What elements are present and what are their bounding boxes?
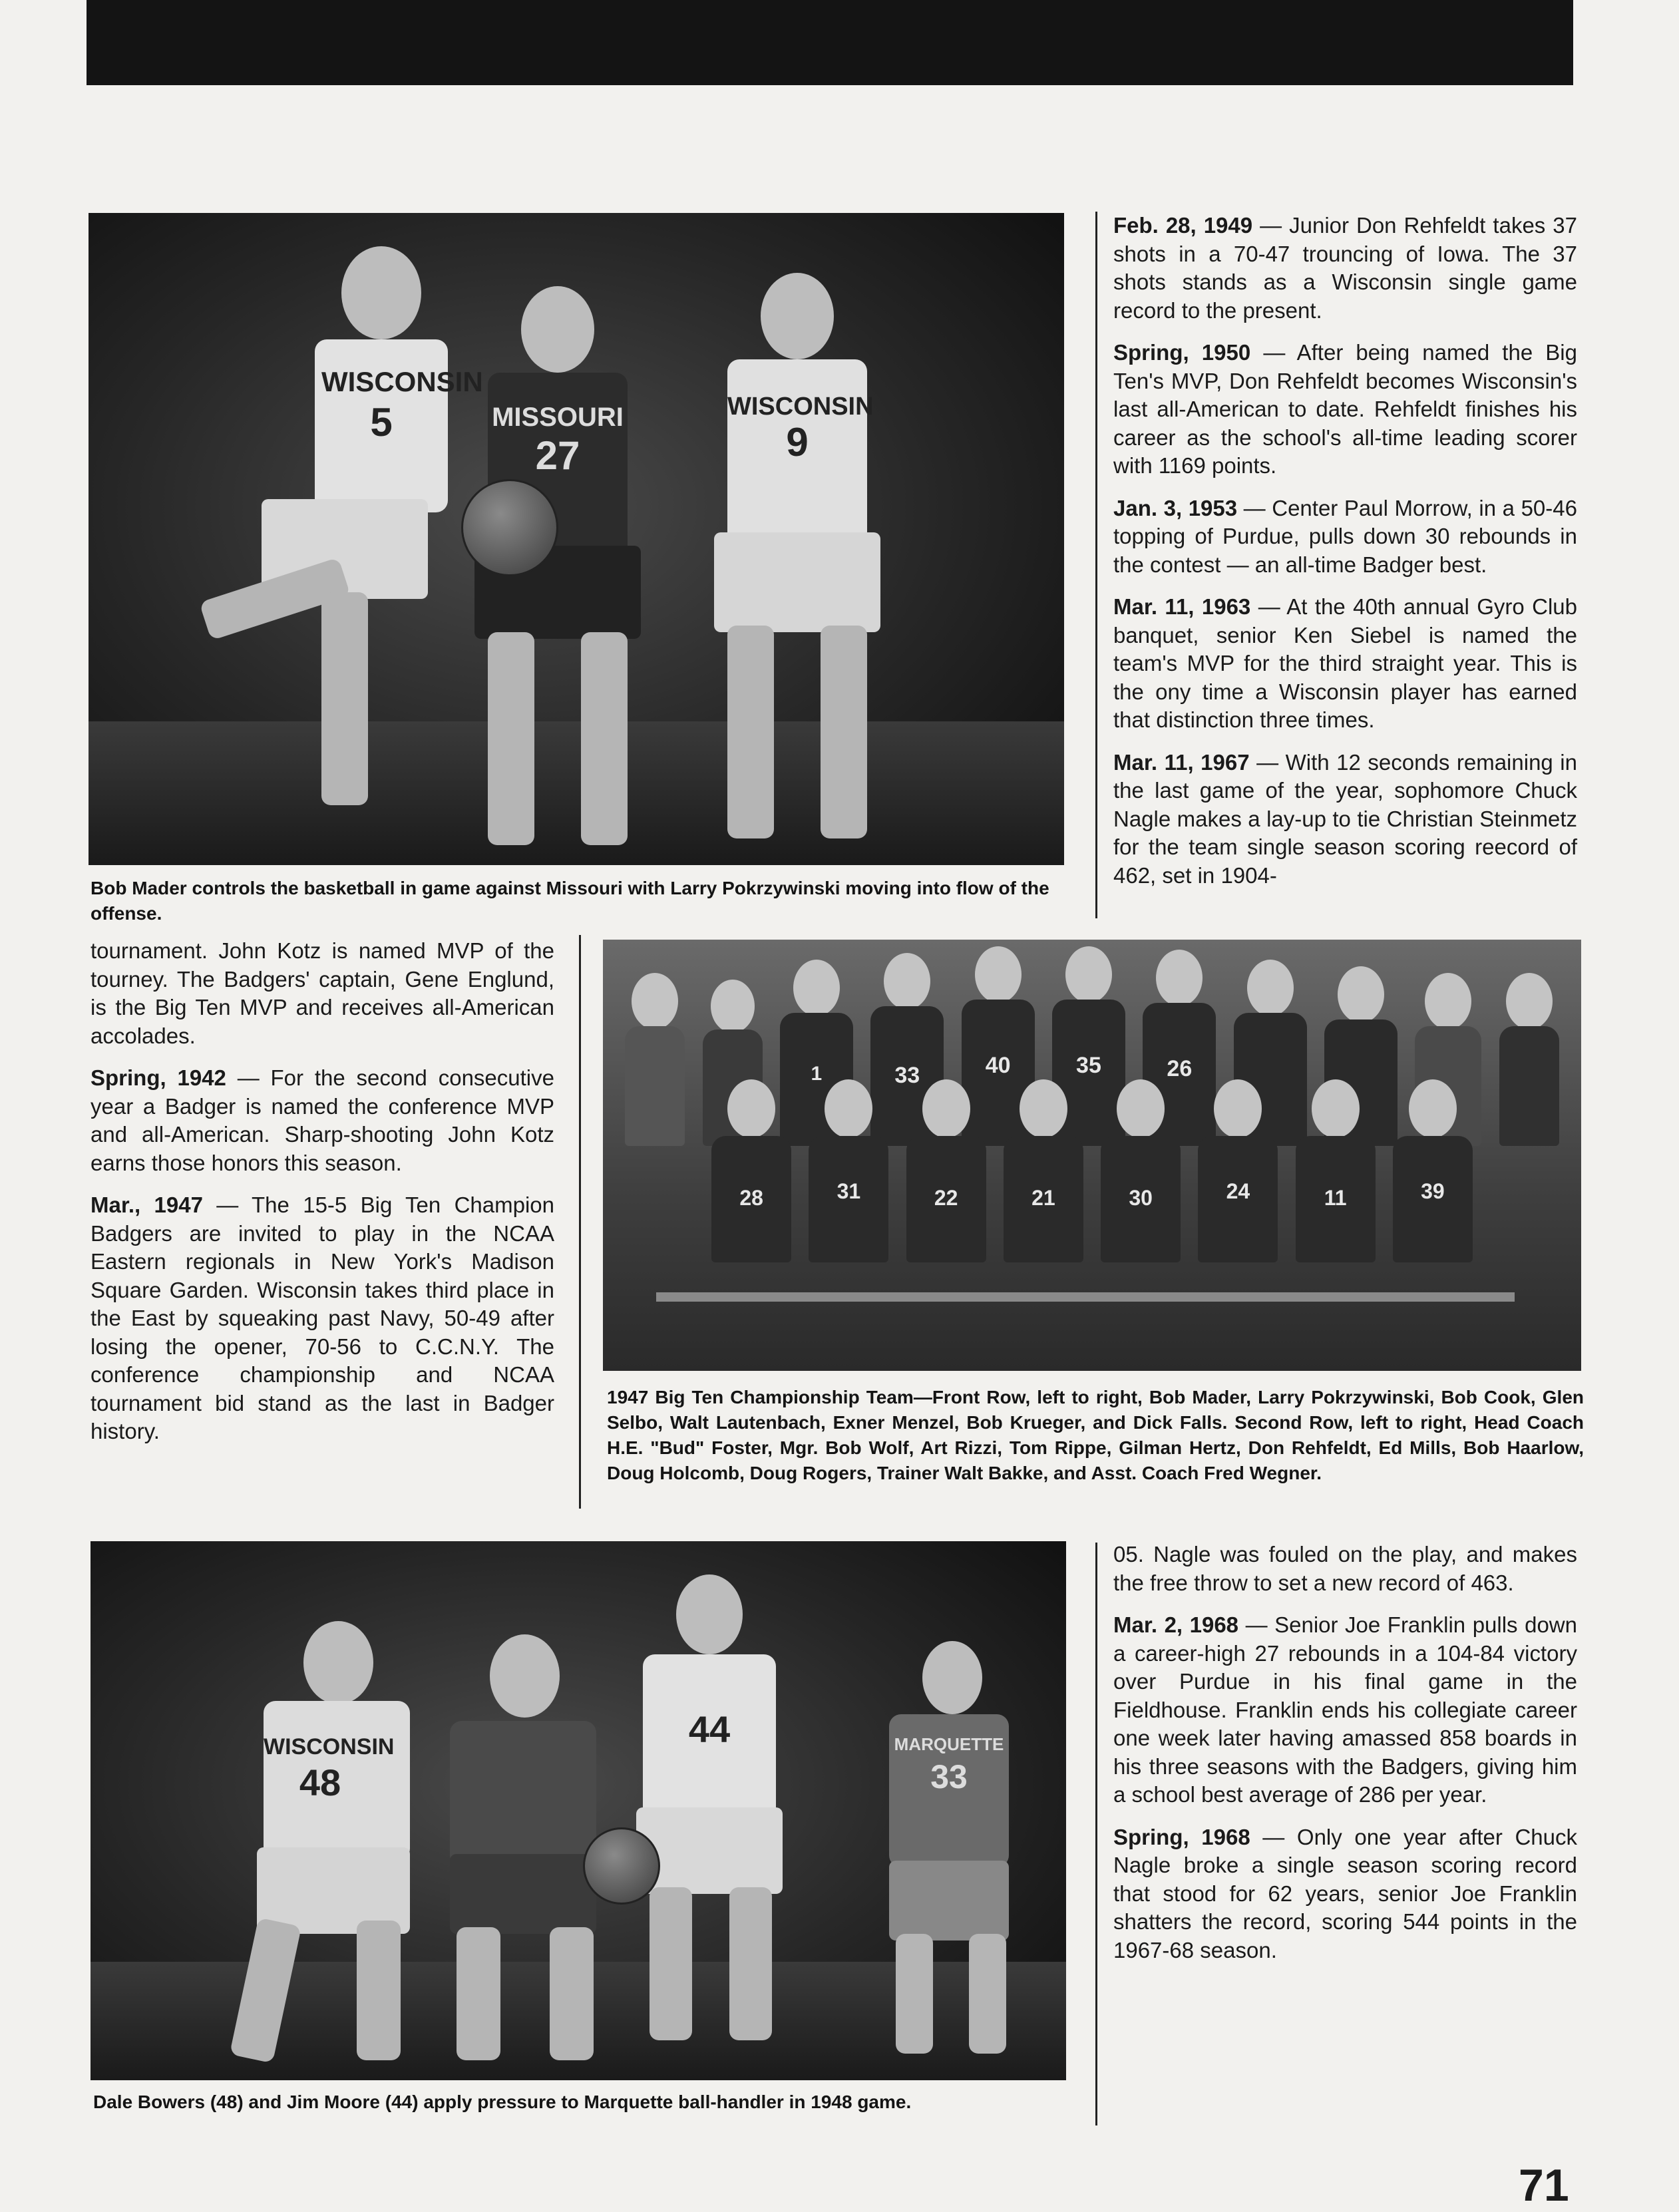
team-bench bbox=[656, 1292, 1515, 1302]
entry-text: — For the second consecutive year a Badger is named the conference MVP and all-American. Sharp-shooting John Kotz earns those honors this season. bbox=[91, 1065, 554, 1175]
entry-date: Spring, 1950 bbox=[1113, 340, 1251, 365]
photo-team-1947 bbox=[603, 940, 1581, 1371]
caption-team-photo: 1947 Big Ten Championship Team—Front Row, left to right, Bob Mader, Larry Pokrzywinski, Bob Cook, Glen Selbo, Walt Lautenbach, Exner Menzel, Bob Krueger, and Dick Falls. Second Row, left to right, Head Coach H.E. "Bud" Foster, Mgr. Bob Wolf, Art Rizzi, Tom Rippe, Gilman Hertz, Don Rehfeldt, Ed Mills, Bob Haarlow, Doug Holcomb, Doug Rogers, Trainer Walt Bakke, and Asst. Coach Fred Wegner. bbox=[607, 1387, 1584, 1483]
column-divider bbox=[1095, 212, 1097, 918]
jersey-number: 33 bbox=[894, 1063, 920, 1088]
entry-text: — Senior Joe Franklin pulls down a career-high 27 rebounds in a 104-84 victory over Purdue in his final game in the Fieldhouse. Franklin ends his collegiate career one week later having amassed 858 boards in his three seasons with the Badgers, giving him a school best average of 286 per year. bbox=[1113, 1612, 1577, 1807]
entry-text: — After being named the Big Ten's MVP, Don Rehfeldt becomes Wisconsin's last all-American to date. Rehfeldt finishes his career as the school's all-time leading scorer with 1169 points. bbox=[1113, 340, 1577, 478]
jersey-number: 31 bbox=[837, 1179, 861, 1203]
entry-text: — Junior Don Rehfeldt takes 37 shots in a 70-47 trouncing of Iowa. The 37 shots stands as a Wisconsin single game record to the present. bbox=[1113, 213, 1578, 323]
jersey-number: 44 bbox=[688, 1708, 731, 1750]
entry-text: 05. Nagle was fouled on the play, and makes the free throw to set a new record of 463. bbox=[1113, 1542, 1577, 1595]
jersey-text: WISCONSIN bbox=[264, 1734, 395, 1759]
photo-missouri-game bbox=[89, 213, 1064, 865]
right-column-top bbox=[1113, 212, 1577, 904]
jersey-number: 5 bbox=[370, 400, 393, 445]
jersey-number: 24 bbox=[1226, 1179, 1250, 1203]
jersey-text: WISCONSIN bbox=[727, 393, 874, 421]
front-row bbox=[603, 1079, 1581, 1319]
jersey-number: 40 bbox=[985, 1053, 1011, 1078]
right-column-bottom bbox=[1113, 1541, 1577, 1978]
entry bbox=[1113, 593, 1577, 735]
entry-date: Spring, 1968 bbox=[1113, 1824, 1250, 1849]
entry-text: — With 12 seconds remaining in the last game of the year, sophomore Chuck Nagle makes a lay-up to tie Christian Steinmetz for the team single season scoring reecord of 462, set in 1904- bbox=[1113, 749, 1577, 888]
column-divider bbox=[579, 935, 581, 1509]
caption-missouri-photo: Bob Mader controls the basketball in game against Missouri with Larry Pokrzywinski moving into flow of the offense. bbox=[91, 878, 1049, 924]
entry-date: Mar. 2, 1968 bbox=[1113, 1612, 1239, 1637]
jersey-number: 33 bbox=[930, 1758, 968, 1795]
jersey-text: MARQUETTE bbox=[894, 1734, 1004, 1754]
header-bar bbox=[87, 0, 1573, 85]
jersey-number: 48 bbox=[299, 1761, 341, 1803]
jersey-number: 1 bbox=[811, 1063, 823, 1085]
entry bbox=[1113, 749, 1577, 890]
player-wisconsin-9 bbox=[687, 273, 900, 858]
entry bbox=[1113, 1611, 1577, 1809]
jersey-number: 30 bbox=[1129, 1186, 1153, 1210]
entry bbox=[91, 937, 554, 1050]
jersey-number: 11 bbox=[1324, 1186, 1347, 1210]
entry bbox=[1113, 1823, 1577, 1965]
entry-date: Feb. 28, 1949 bbox=[1113, 213, 1253, 238]
entry-date: Spring, 1942 bbox=[91, 1065, 226, 1090]
jersey-text: WISCONSIN bbox=[321, 366, 483, 397]
jersey-number: 35 bbox=[1076, 1053, 1101, 1078]
entry-text: — The 15-5 Big Ten Champion Badgers are invited to play in the NCAA Eastern regionals in New York's Madison Square Garden. Wisconsin takes third place in the East by squeaking past Navy, 50-49 after losing the opener, 70-56 to C.C.N.Y. The conference championship and NCAA tournament bid stand as the last in Badger history. bbox=[91, 1193, 554, 1443]
player-wisconsin-48 bbox=[224, 1621, 437, 2060]
jersey-number: 26 bbox=[1167, 1056, 1193, 1081]
photo-marquette-game bbox=[91, 1541, 1066, 2080]
page-number: 71 bbox=[1519, 2160, 1569, 2211]
entry-text: — Only one year after Chuck Nagle broke a single season scoring record that stood for 62 years, senior Joe Franklin shatters the record, scoring 544 points in the 1967-68 season. bbox=[1113, 1824, 1577, 1962]
player-marquette-33 bbox=[876, 1641, 1022, 2054]
player-wisconsin-44 bbox=[610, 1574, 809, 2054]
jersey-number: 21 bbox=[1031, 1186, 1055, 1210]
entry-date: Mar., 1947 bbox=[91, 1193, 203, 1217]
left-column bbox=[91, 937, 554, 1460]
entry bbox=[91, 1191, 554, 1446]
caption-marquette-photo: Dale Bowers (48) and Jim Moore (44) apply pressure to Marquette ball-handler in 1948 game. bbox=[93, 2092, 912, 2112]
entry bbox=[1113, 212, 1577, 325]
entry-text: tournament. John Kotz is named MVP of the tourney. The Badgers' captain, Gene Englund, is the Big Ten MVP and receives all-American accolades. bbox=[91, 938, 554, 1048]
entry-text: — Center Paul Morrow, in a 50-46 topping of Purdue, pulls down 30 rebounds in the contest — an all-time Badger best. bbox=[1113, 495, 1577, 577]
column-divider bbox=[1095, 1543, 1097, 2125]
entry bbox=[91, 1064, 554, 1177]
jersey-number: 27 bbox=[535, 433, 580, 478]
basketball bbox=[461, 479, 558, 576]
entry bbox=[1113, 494, 1577, 580]
jersey-number: 9 bbox=[786, 420, 809, 464]
jersey-number: 22 bbox=[934, 1186, 958, 1210]
entry bbox=[1113, 339, 1577, 480]
entry-date: Mar. 11, 1963 bbox=[1113, 594, 1251, 619]
entry-date: Mar. 11, 1967 bbox=[1113, 749, 1250, 775]
entry-date: Jan. 3, 1953 bbox=[1113, 495, 1238, 520]
jersey-number: 28 bbox=[739, 1186, 763, 1210]
basketball bbox=[583, 1827, 660, 1905]
player-wisconsin-5 bbox=[242, 246, 494, 845]
jersey-text: MISSOURI bbox=[492, 403, 624, 432]
entry-text: — At the 40th annual Gyro Club banquet, senior Ken Siebel is named the team's MVP for the third straight year. This is the ony time a Wisconsin player has earned that distinction three times. bbox=[1113, 594, 1577, 732]
jersey-number: 39 bbox=[1421, 1179, 1445, 1203]
entry bbox=[1113, 1541, 1577, 1597]
